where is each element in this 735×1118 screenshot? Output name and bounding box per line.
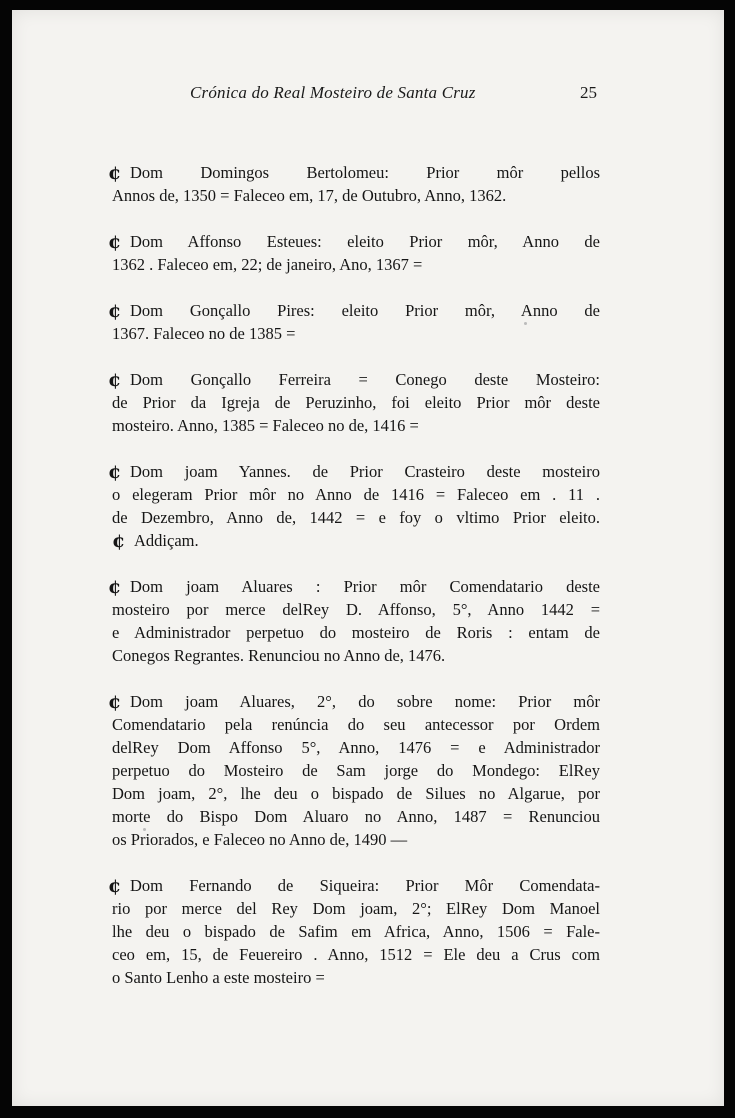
- paragraph-mark-icon: ¢: [108, 300, 122, 322]
- text-line: [108, 299, 600, 322]
- text-line: de Prior da Igreja de Peruzinho, foi eleito Prior môr deste: [112, 393, 600, 412]
- prior-entry-fernando-de-siqueira: [108, 874, 600, 989]
- text-line: [112, 529, 600, 552]
- line-text: Addiçam.: [134, 531, 199, 550]
- chronicle-text: [108, 161, 600, 1012]
- text-line: [108, 161, 600, 184]
- text-line: o elegeram Prior môr no Anno de 1416 = Faleceo em . 11 .: [112, 485, 600, 504]
- line-text: Dom Gonçallo Ferreira = Conego deste Mosteiro:: [130, 370, 600, 389]
- text-line: ceo em, 15, de Feuereiro . Anno, 1512 = Ele deu a Crus com: [112, 945, 600, 964]
- line-text: Dom joam Aluares, 2°, do sobre nome: Prior môr: [130, 692, 600, 711]
- text-line: os Priorados, e Faleceo no Anno de, 1490 —: [112, 830, 408, 849]
- text-line: e Administrador perpetuo do mosteiro de Roris : entam de: [112, 623, 600, 642]
- line-text: Dom joam Yannes. de Prior Crasteiro deste mosteiro: [130, 462, 600, 481]
- line-text: Dom Gonçallo Pires: eleito Prior môr, Anno de: [130, 301, 600, 320]
- line-text: Dom Fernando de Siqueira: Prior Môr Comendata-: [130, 876, 600, 895]
- prior-entry-joam-aluares: [108, 575, 600, 667]
- text-line: lhe deu o bispado de Safim em Africa, Anno, 1506 = Fale-: [112, 922, 600, 941]
- page-header: [112, 83, 597, 107]
- prior-entry-joam-aluares-2: [108, 690, 600, 851]
- line-text: Dom Affonso Esteues: eleito Prior môr, Anno de: [130, 232, 600, 251]
- line-text: Dom Domingos Bertolomeu: Prior môr pellos: [130, 163, 600, 182]
- text-line: [108, 874, 600, 897]
- text-line: Dom joam, 2°, lhe deu o bispado de Silues no Algarue, por: [112, 784, 600, 803]
- text-line: perpetuo do Mosteiro de Sam jorge do Mondego: ElRey: [112, 761, 600, 780]
- text-line: 1362 . Faleceo em, 22; de janeiro, Ano, 1367 =: [112, 255, 423, 274]
- paragraph-mark-icon: ¢: [108, 691, 122, 713]
- text-line: [108, 690, 600, 713]
- text-line: de Dezembro, Anno de, 1442 = e foy o vltimo Prior eleito.: [112, 508, 600, 527]
- prior-entry-goncallo-pires: [108, 299, 600, 345]
- text-line: [108, 230, 600, 253]
- text-line: Comendatario pela renúncia do seu antecessor por Ordem: [112, 715, 600, 734]
- prior-entry-domingos-bertolomeu: [108, 161, 600, 207]
- paragraph-mark-icon: ¢: [108, 875, 122, 897]
- prior-entry-goncallo-ferreira: [108, 368, 600, 437]
- running-title: Crónica do Real Mosteiro de Santa Cruz: [190, 83, 476, 102]
- paragraph-mark-icon: ¢: [108, 369, 122, 391]
- text-line: Conegos Regrantes. Renunciou no Anno de, 1476.: [112, 646, 446, 665]
- text-line: [108, 460, 600, 483]
- paragraph-mark-icon: ¢: [108, 162, 122, 184]
- paragraph-mark-icon: ¢: [108, 231, 122, 253]
- text-line: delRey Dom Affonso 5°, Anno, 1476 = e Administrador: [112, 738, 600, 757]
- paragraph-mark-icon: ¢: [112, 530, 126, 552]
- text-line: Annos de, 1350 = Faleceo em, 17, de Outubro, Anno, 1362.: [112, 186, 507, 205]
- paragraph-mark-icon: ¢: [108, 461, 122, 483]
- page-number: 25: [580, 83, 597, 102]
- text-line: mosteiro por merce delRey D. Affonso, 5°, Anno 1442 =: [112, 600, 600, 619]
- text-line: morte do Bispo Dom Aluaro no Anno, 1487 = Renunciou: [112, 807, 600, 826]
- text-line: mosteiro. Anno, 1385 = Faleceo no de, 1416 =: [112, 416, 419, 435]
- prior-entry-affonso-esteues: [108, 230, 600, 276]
- paragraph-mark-icon: ¢: [108, 576, 122, 598]
- book-page: [12, 10, 724, 1106]
- prior-entry-joam-yannes: [108, 460, 600, 552]
- text-line: 1367. Faleceo no de 1385 =: [112, 324, 296, 343]
- text-line: [108, 575, 600, 598]
- line-text: Dom joam Aluares : Prior môr Comendatario deste: [130, 577, 600, 596]
- text-line: o Santo Lenho a este mosteiro =: [112, 968, 325, 987]
- text-line: [108, 368, 600, 391]
- text-line: rio por merce del Rey Dom joam, 2°; ElRey Dom Manoel: [112, 899, 600, 918]
